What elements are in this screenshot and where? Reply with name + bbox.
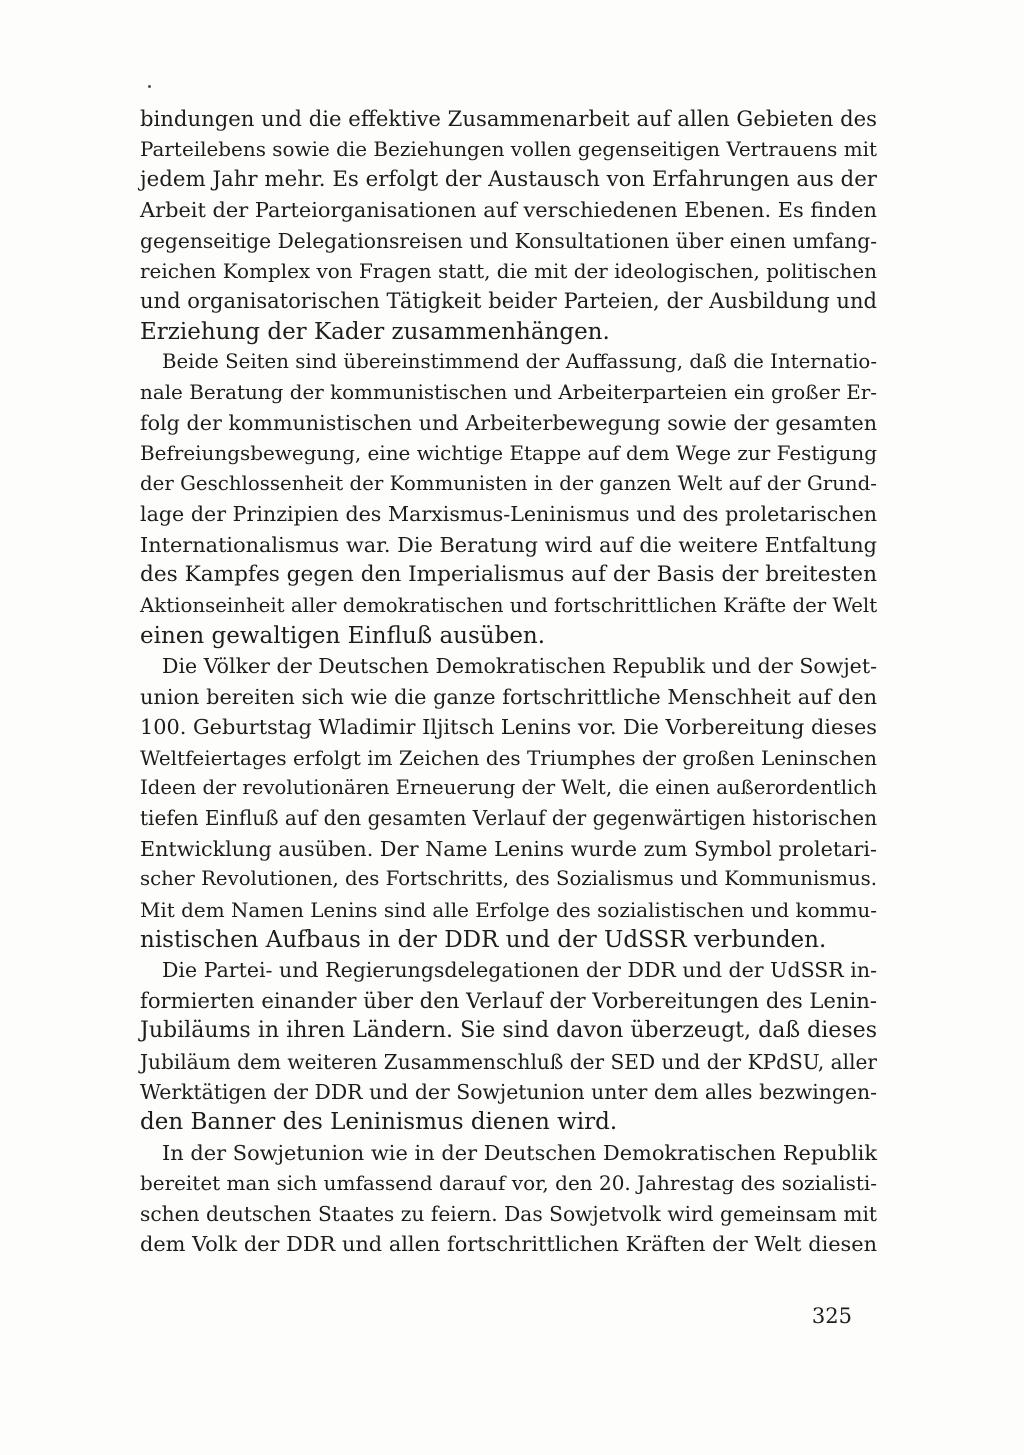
text-line: Internationalismus war. Die Beratung wird auf die weitere Entfaltung	[140, 532, 877, 557]
text-line: der Geschlossenheit der Kommunisten in der ganzen Welt auf der Grund-	[140, 471, 877, 495]
paragraph-3	[140, 651, 877, 955]
text-line: reichen Komplex von Fragen statt, die mit der ideologischen, politischen	[140, 259, 877, 284]
text-line: Die Partei- und Regierungsdelegationen der DDR und der UdSSR in-	[162, 958, 877, 983]
text-line: 100. Geburtstag Wladimir Iljitsch Lenins vor. Die Vorbereitung dieses	[140, 715, 877, 740]
text-line: Jubiläums in ihren Ländern. Sie sind davon überzeugt, daß dieses	[140, 1018, 877, 1044]
text-line: Arbeit der Parteiorganisationen auf verschiedenen Ebenen. Es finden	[140, 198, 877, 223]
text-line: Ideen der revolutionären Erneuerung der Welt, die einen außerordentlich	[140, 775, 877, 799]
text-line: des Kampfes gegen den Imperialismus auf der Basis der breitesten	[140, 562, 878, 588]
text-line: Aktionseinheit aller demokratischen und fortschrittlichen Kräfte der Welt	[140, 593, 878, 617]
text-line: Entwicklung ausüben. Der Name Lenins wurde zum Symbol proletari-	[140, 836, 877, 861]
text-line: scher Revolutionen, des Fortschritts, des Sozialismus und Kommunismus.	[140, 867, 877, 891]
body-text	[140, 104, 877, 1259]
text-line: union bereiten sich wie die ganze fortschrittliche Menschheit auf den	[140, 684, 877, 709]
paragraph-5	[140, 1138, 877, 1260]
text-line: tiefen Einfluß auf den gesamten Verlauf der gegenwärtigen historischen	[140, 806, 877, 831]
print-speck	[148, 85, 151, 88]
text-line: und organisatorischen Tätigkeit beider Parteien, der Ausbildung und	[140, 288, 877, 314]
text-line: Werktätigen der DDR und der Sowjetunion unter dem alles bezwingen-	[140, 1080, 877, 1104]
paragraph-1	[140, 104, 877, 347]
text-line: Erziehung der Kader zusammenhängen.	[140, 318, 610, 345]
text-line: dem Volk der DDR und allen fortschrittlichen Kräften der Welt diesen	[140, 1232, 877, 1257]
text-line: Jubiläum dem weiteren Zusammenschluß der SED und der KPdSU, aller	[140, 1049, 877, 1074]
text-line: Beide Seiten sind übereinstimmend der Auffassung, daß die Internatio-	[162, 350, 877, 374]
text-line: Weltfeiertages erfolgt im Zeichen des Triumphes der großen Leninschen	[140, 745, 877, 770]
page-number: 325	[811, 1304, 852, 1328]
text-line: Befreiungsbewegung, eine wichtige Etappe auf dem Wege zur Festigung	[140, 441, 877, 466]
text-line: Mit dem Namen Lenins sind alle Erfolge des sozialistischen und kommu-	[140, 897, 877, 922]
text-line: den Banner des Leninismus dienen wird.	[140, 1109, 618, 1136]
paragraph-2	[140, 347, 877, 651]
text-line: nistischen Aufbaus in der DDR und der UdSSR verbunden.	[140, 926, 827, 953]
text-line: bindungen und die effektive Zusammenarbeit auf allen Gebieten des	[140, 106, 877, 131]
text-line: Parteilebens sowie die Beziehungen vollen gegenseitigen Vertrauens mit	[140, 137, 877, 162]
text-line: gegenseitige Delegationsreisen und Konsultationen über einen umfang-	[140, 228, 878, 253]
text-line: folg der kommunistischen und Arbeiterbewegung sowie der gesamten	[140, 411, 877, 436]
text-line: formierten einander über den Verlauf der Vorbereitungen des Lenin-	[140, 987, 878, 1013]
text-line: bereitet man sich umfassend darauf vor, den 20. Jahrestag des sozialisti-	[140, 1171, 877, 1196]
text-line: Die Völker der Deutschen Demokratischen Republik und der Sowjet-	[162, 654, 877, 679]
text-line: jedem Jahr mehr. Es erfolgt der Austausch von Erfahrungen aus der	[140, 166, 877, 192]
text-line: schen deutschen Staates zu feiern. Das Sowjetvolk wird gemeinsam mit	[140, 1201, 877, 1226]
text-line: In der Sowjetunion wie in der Deutschen Demokratischen Republik	[162, 1140, 877, 1165]
paragraph-4	[140, 955, 877, 1137]
text-line: nale Beratung der kommunistischen und Arbeiterparteien ein großer Er-	[140, 380, 877, 404]
text-line: lage der Prinzipien des Marxismus-Leninismus und des proletarischen	[140, 502, 877, 527]
text-line: einen gewaltigen Einfluß ausüben.	[140, 622, 546, 649]
